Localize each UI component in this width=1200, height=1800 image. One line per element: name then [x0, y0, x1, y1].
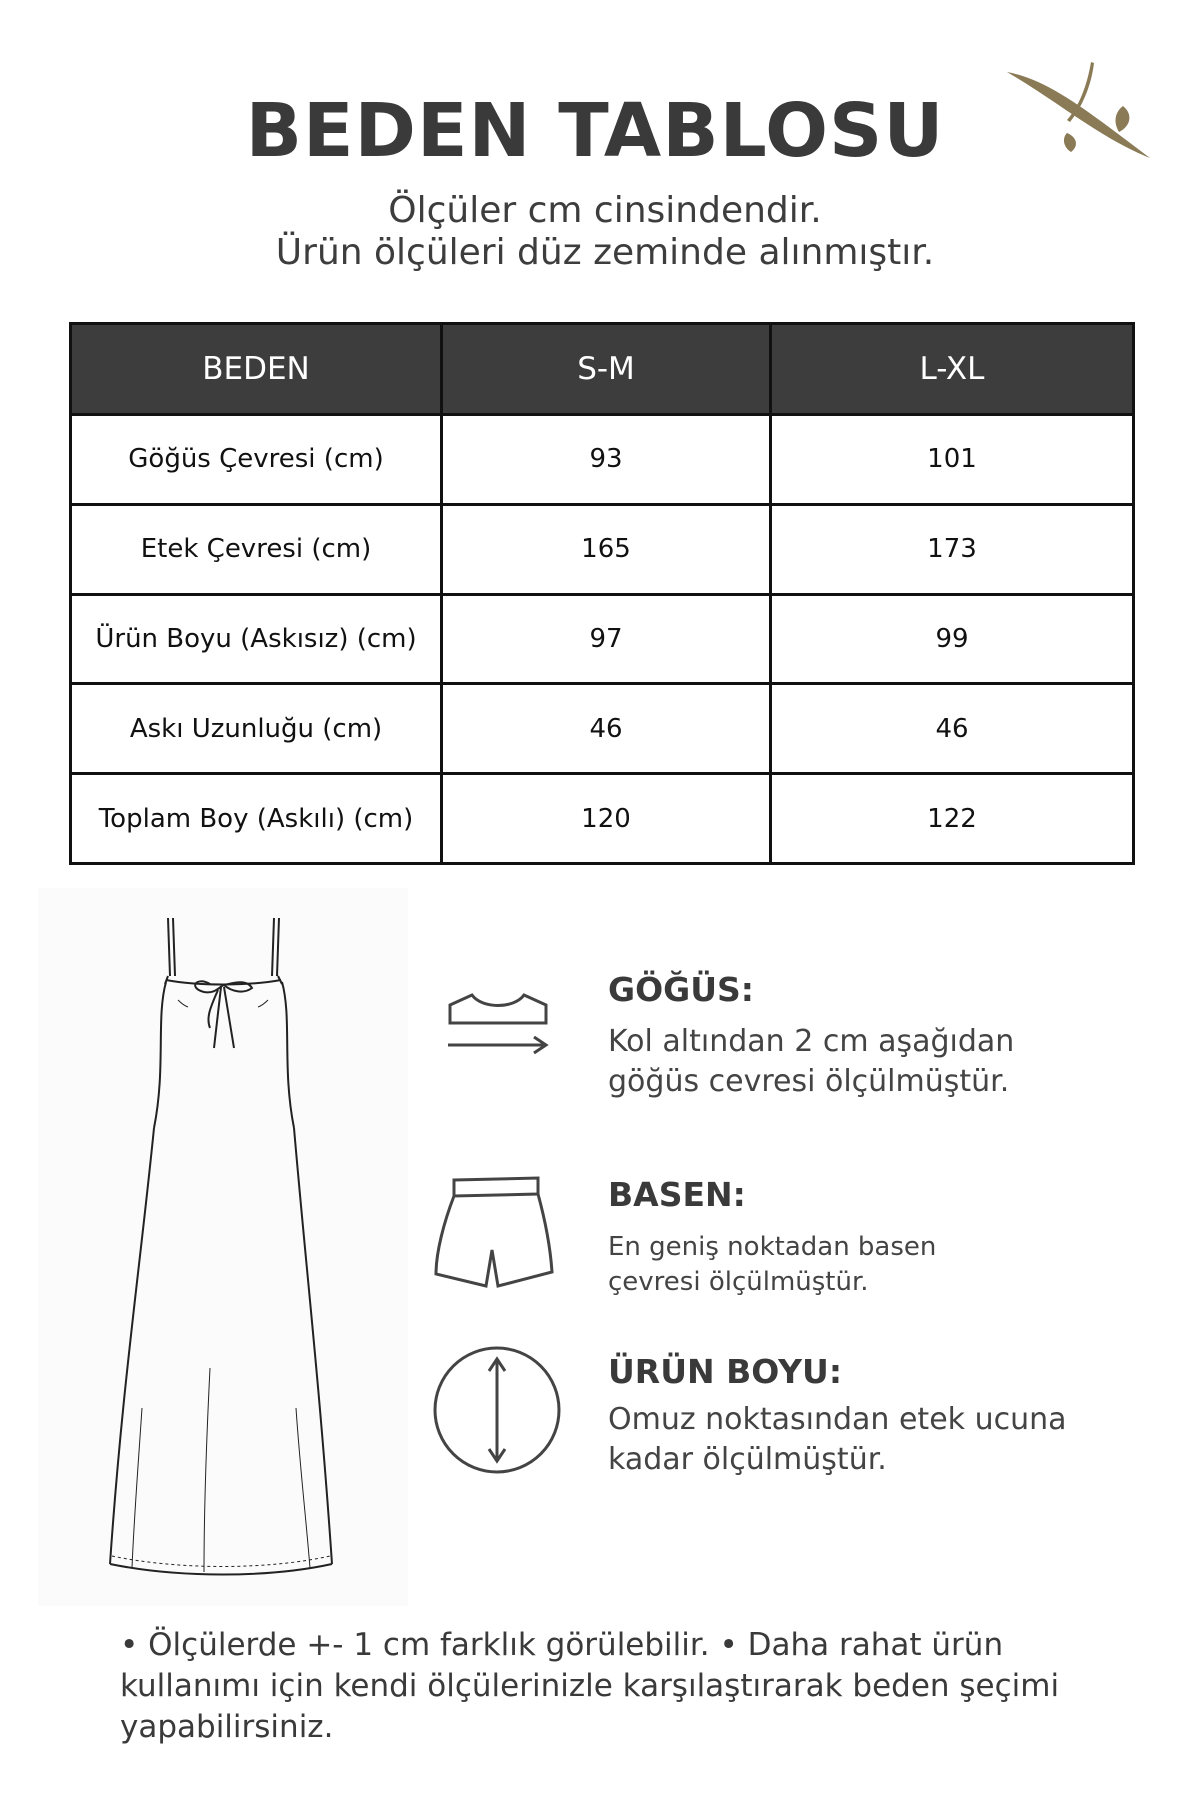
- subtitle-units: Ölçüler cm cinsindendir.: [388, 190, 822, 231]
- cell-value: 99: [771, 594, 1134, 684]
- note-line1: • Ölçülerde +- 1 cm farklık görülebilir. • Daha rahat ürün: [120, 1627, 1004, 1663]
- table-row: [71, 504, 1134, 594]
- hip-text-line1: En geniş noktadan basen: [608, 1232, 937, 1262]
- table-row: [71, 684, 1134, 774]
- row-label: Etek Çevresi (cm): [71, 504, 442, 594]
- hip-text-line2: çevresi ölçülmüştür.: [608, 1267, 869, 1297]
- cell-value: 93: [442, 415, 771, 505]
- hip-heading: BASEN:: [608, 1175, 746, 1214]
- cell-value: 165: [442, 504, 771, 594]
- cell-value: 173: [771, 504, 1134, 594]
- subtitle-flat-measure: Ürün ölçüleri düz zeminde alınmıştır.: [275, 232, 935, 273]
- brand-leaf-logo-icon: [1005, 58, 1155, 163]
- table-header-row: [71, 324, 1134, 415]
- page-title: BEDEN TABLOSU: [245, 88, 945, 174]
- row-label: Göğüs Çevresi (cm): [71, 415, 442, 505]
- header-size: BEDEN: [71, 324, 442, 415]
- slip-dress-sketch-icon: [38, 888, 408, 1606]
- cell-value: 97: [442, 594, 771, 684]
- cell-value: 46: [771, 684, 1134, 774]
- cell-value: 120: [442, 774, 771, 864]
- length-arrow-circle-icon: [430, 1343, 565, 1478]
- header-s-m: S-M: [442, 324, 771, 415]
- table-row: [71, 415, 1134, 505]
- note-line3: yapabilirsiniz.: [120, 1709, 334, 1746]
- length-text-line2: kadar ölçülmüştür.: [608, 1442, 887, 1477]
- row-label: Askı Uzunluğu (cm): [71, 684, 442, 774]
- shorts-hip-icon: [430, 1172, 565, 1307]
- chest-measure-icon: [430, 975, 565, 1110]
- chest-heading: GÖĞÜS:: [608, 970, 754, 1009]
- row-label: Ürün Boyu (Askısız) (cm): [71, 594, 442, 684]
- cell-value: 101: [771, 415, 1134, 505]
- table-row: [71, 774, 1134, 864]
- chest-text-line2: göğüs cevresi ölçülmüştür.: [608, 1064, 1010, 1099]
- length-heading: ÜRÜN BOYU:: [608, 1352, 843, 1391]
- row-label: Toplam Boy (Askılı) (cm): [71, 774, 442, 864]
- header-l-xl: L-XL: [771, 324, 1134, 415]
- footer-note: [120, 1625, 1120, 1749]
- cell-value: 46: [442, 684, 771, 774]
- chest-text-line1: Kol altından 2 cm aşağıdan: [608, 1024, 1015, 1059]
- length-text-line1: Omuz noktasından etek ucuna: [608, 1402, 1067, 1437]
- note-line2: kullanımı için kendi ölçülerinizle karşılaştırarak beden şeçimi: [120, 1668, 1060, 1705]
- table-row: [71, 594, 1134, 684]
- size-table: [69, 322, 1135, 865]
- cell-value: 122: [771, 774, 1134, 864]
